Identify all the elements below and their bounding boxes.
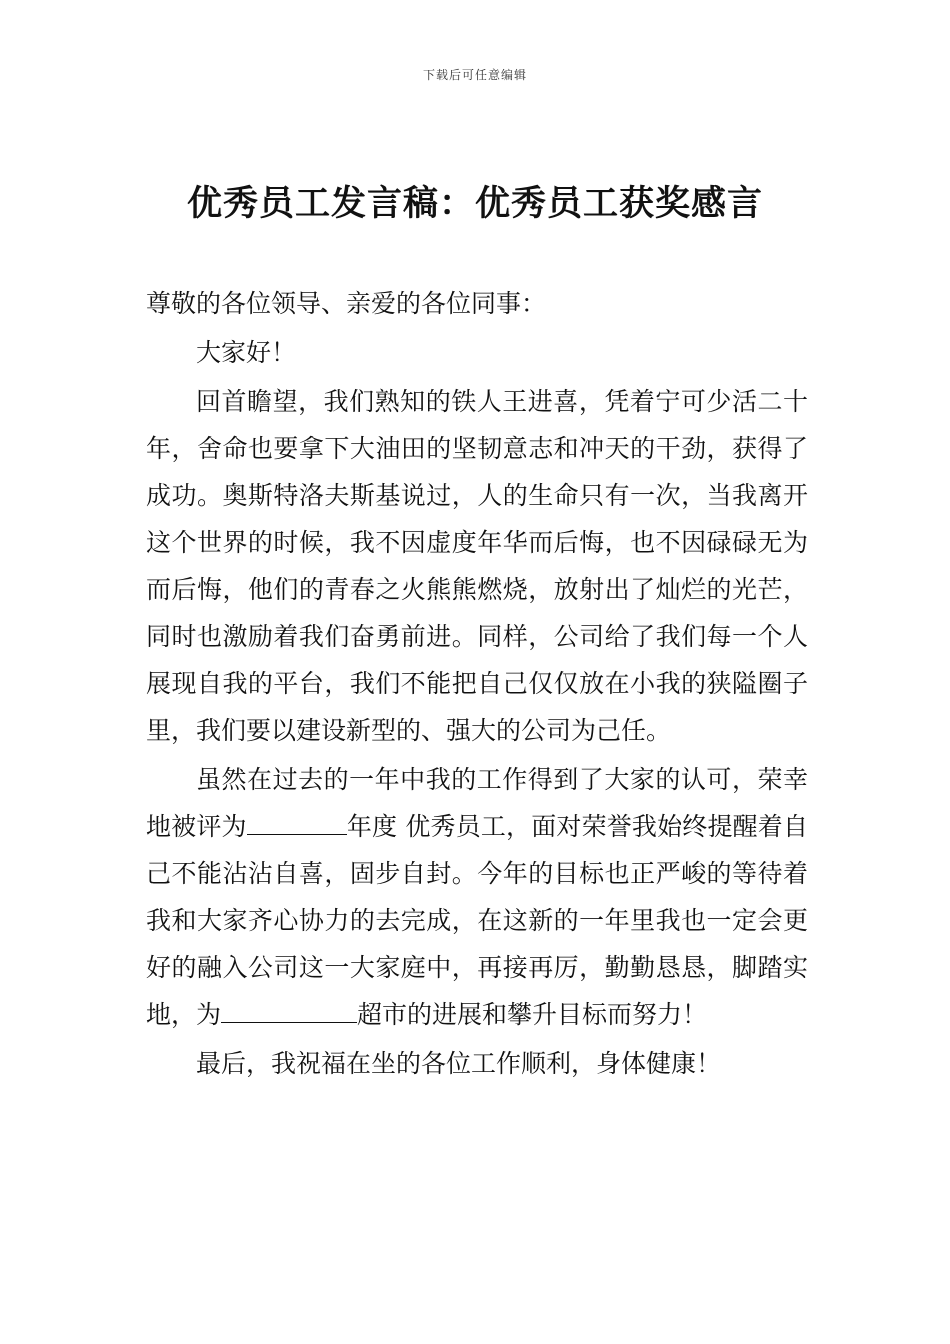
document-body [146,280,808,1089]
page-header-note: 下载后可任意编辑 [422,68,527,82]
year-blank-line [247,808,347,835]
document-title: 优秀员工发言稿：优秀员工获奖感言 [186,184,763,224]
paragraph-2-part-1: 虽然在过去的一年中我的工作得到了大家的认可，荣幸地被评为 [146,765,808,841]
store-name-blank-line [221,996,357,1023]
paragraph-2 [146,756,808,1038]
paragraph-1: 回首瞻望，我们熟知的铁人王进喜，凭着宁可少活二十年，舍命也要拿下大油田的坚韧意志和冲天的干劲，获得了成功。奥斯特洛夫斯基说过，人的生命只有一次，当我离开这个世界的时候，我不因虚度年华而后悔，也不因碌碌无为而后悔，他们的青春之火熊熊燃烧，放射出了灿烂的光芒，同时也激励着我们奋勇前进。同样，公司给了我们每一个人展现自我的平台，我们不能把自己仅仅放在小我的狭隘圈子里，我们要以建设新型的、强大的公司为己任。 [146,387,808,745]
closing-line: 最后，我祝福在坐的各位工作顺利，身体健康！ [196,1049,722,1078]
salutation: 尊敬的各位领导、亲爱的各位同事： [146,289,547,318]
paragraph-2-part-3: 超市的进展和攀升目标而努力！ [357,1000,708,1029]
paragraph-2-part-2: 年度 优秀员工，面对荣誉我始终提醒着自己不能沾沾自喜，固步自封。今年的目标也正严峻的等待着我和大家齐心协力的去完成，在这新的一年里我也一定会更好的融入公司这一大家庭中，再接再厉，勤勤恳恳，脚踏实地，为 [146,812,808,1029]
opening-line: 大家好！ [196,338,297,367]
